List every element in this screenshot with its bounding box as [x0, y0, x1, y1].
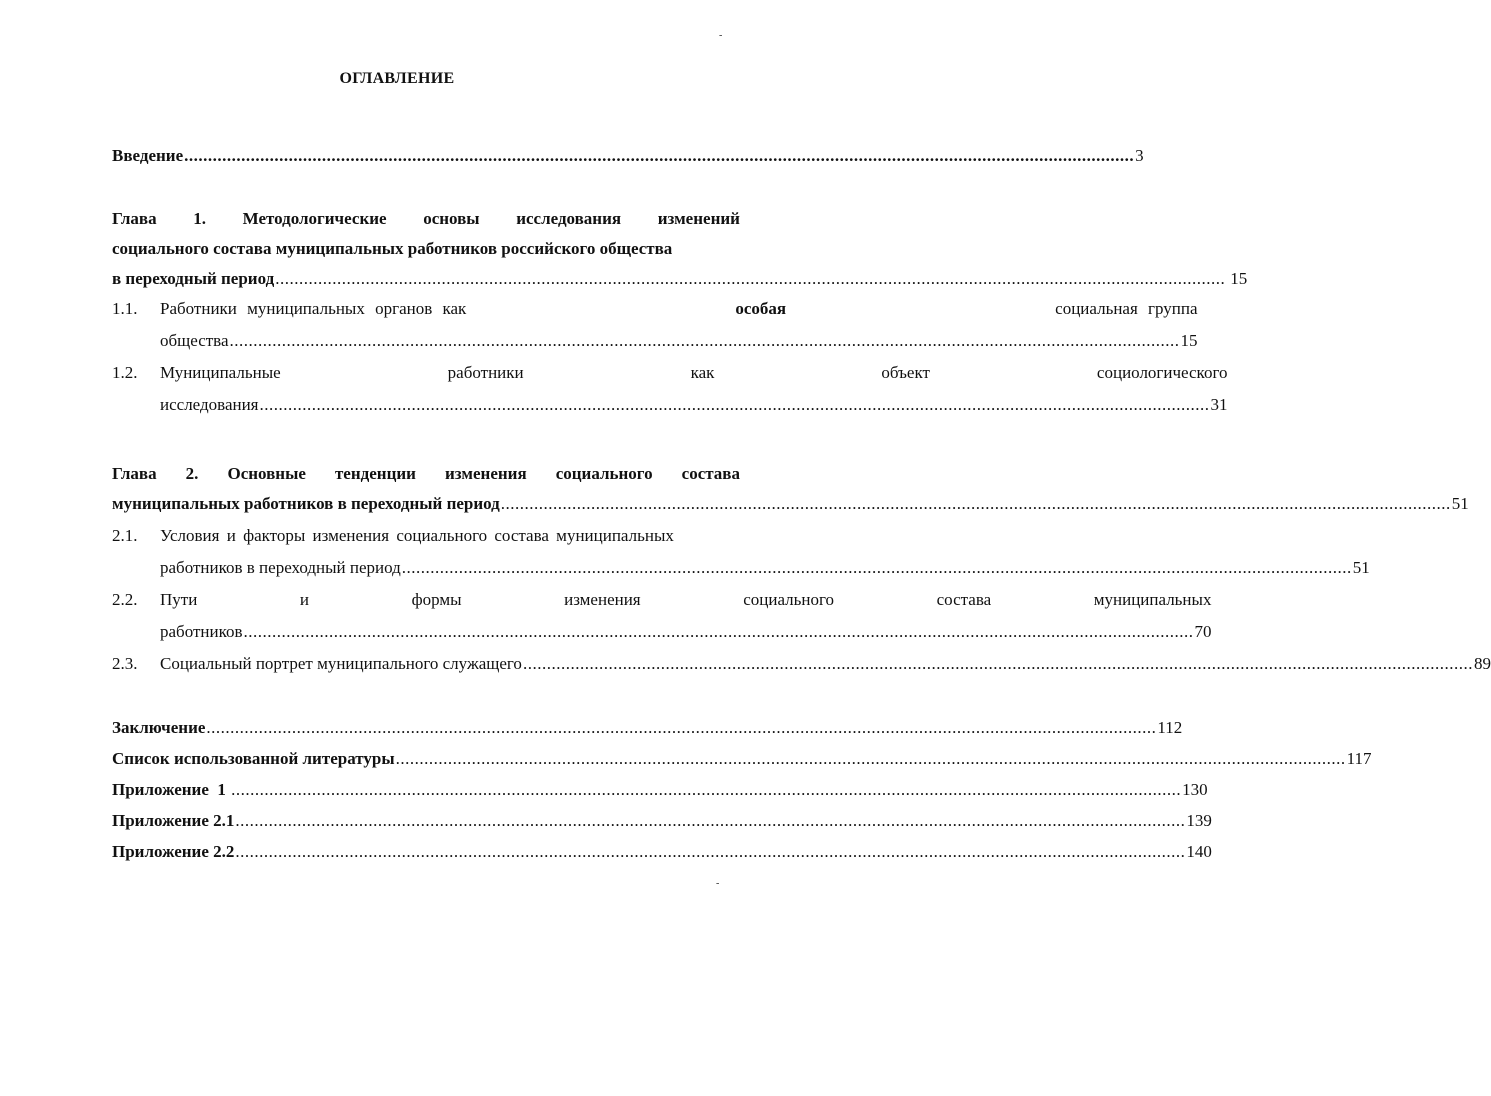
toc-entry-page: 130	[1182, 780, 1208, 799]
toc-section-2-1	[112, 526, 1370, 590]
section-number: 1.1.	[112, 299, 138, 318]
toc-section-2-3	[112, 654, 1491, 674]
leader-dots	[275, 269, 1225, 289]
toc-entry-page: 139	[1186, 811, 1212, 830]
toc-entry-label: в переходный период	[112, 269, 275, 288]
leader-dots	[235, 811, 1185, 831]
section-line-1: Пути и формы изменения социального состава муниципальных	[160, 590, 1212, 609]
toc-section-2-2	[112, 590, 1212, 654]
chapter-1-heading-line-2: социального состава муниципальных работников российского общества	[112, 239, 673, 258]
section-number: 1.2.	[112, 363, 138, 382]
toc-entry	[112, 811, 1212, 831]
leader-dots	[206, 718, 1156, 738]
page-title: ОГЛАВЛЕНИЕ	[339, 70, 455, 87]
chapter-1-heading-line-1: Глава 1. Методологические основы исследования изменений	[112, 209, 740, 228]
toc-intro	[112, 146, 1144, 166]
toc-entry-page: 89	[1473, 654, 1491, 673]
toc-entry-page: 51	[1451, 494, 1469, 513]
toc-entry: исследования ..... 31	[160, 395, 1228, 415]
toc-entry: Социальный портрет муниципального служащего ..... 89	[160, 654, 1491, 674]
toc-entry-label: Введение	[112, 146, 184, 165]
toc-entry	[112, 269, 1248, 289]
section-number: 2.3.	[112, 654, 138, 673]
toc-entry-label: Приложение 2.2	[112, 842, 235, 861]
leader-dots	[184, 146, 1134, 166]
toc-entry-page: 3	[1135, 146, 1144, 165]
toc-entry-label: Приложение 1	[112, 780, 231, 799]
leader-dots	[523, 654, 1473, 674]
leader-dots	[501, 494, 1451, 514]
toc-entry-label: Заключение	[112, 718, 206, 737]
toc-entry	[112, 718, 1183, 738]
toc-section-1-1	[112, 299, 1198, 363]
toc-section-1-2	[112, 363, 1228, 415]
leader-dots	[244, 622, 1194, 642]
toc-entry-label: Список использованной литературы	[112, 749, 395, 768]
leader-dots	[402, 558, 1352, 578]
toc-entry-page: 15	[1180, 331, 1198, 350]
scan-mark: -	[719, 30, 723, 41]
toc-entry: общества ..... 15	[160, 331, 1198, 351]
toc-entry	[112, 749, 1372, 769]
toc-entry-page: 51	[1352, 558, 1370, 577]
toc-entry	[112, 494, 1469, 514]
toc-entry-page: 70	[1194, 622, 1212, 641]
toc-chapter-2	[112, 464, 1491, 674]
toc-chapter-1	[112, 209, 1248, 415]
toc-entry: работников ..... 70	[160, 622, 1212, 642]
leader-dots	[396, 749, 1346, 769]
toc-closing	[112, 718, 1372, 862]
toc-entry-page: 112	[1157, 718, 1183, 737]
toc-entry-page: 31	[1210, 395, 1228, 414]
leader-dots	[231, 780, 1181, 800]
toc-entry	[112, 842, 1212, 862]
section-line-1: Условия и факторы изменения социального состава муниципальных	[160, 526, 674, 545]
toc-entry	[112, 146, 1144, 166]
section-line-1: Муниципальные работники как объект социологического	[160, 363, 1228, 382]
toc-entry-label: муниципальных работников в переходный период	[112, 494, 500, 513]
toc-entry-page: 140	[1186, 842, 1212, 861]
chapter-2-heading-line-1: Глава 2. Основные тенденции изменения социального состава	[112, 464, 740, 483]
section-number: 2.1.	[112, 526, 138, 545]
toc-entry-label: Приложение 2.1	[112, 811, 235, 830]
toc-entry: работников в переходный период ..... 51	[160, 558, 1370, 578]
section-line-1: Работники муниципальных органов как особая социальная группа	[160, 299, 1198, 318]
scan-mark: -	[716, 878, 720, 889]
toc-entry-page: 15	[1230, 269, 1248, 288]
leader-dots	[260, 395, 1210, 415]
leader-dots	[230, 331, 1180, 351]
toc-entry-page: 117	[1346, 749, 1372, 768]
toc-entry	[112, 780, 1208, 800]
section-number: 2.2.	[112, 590, 138, 609]
leader-dots	[235, 842, 1185, 862]
